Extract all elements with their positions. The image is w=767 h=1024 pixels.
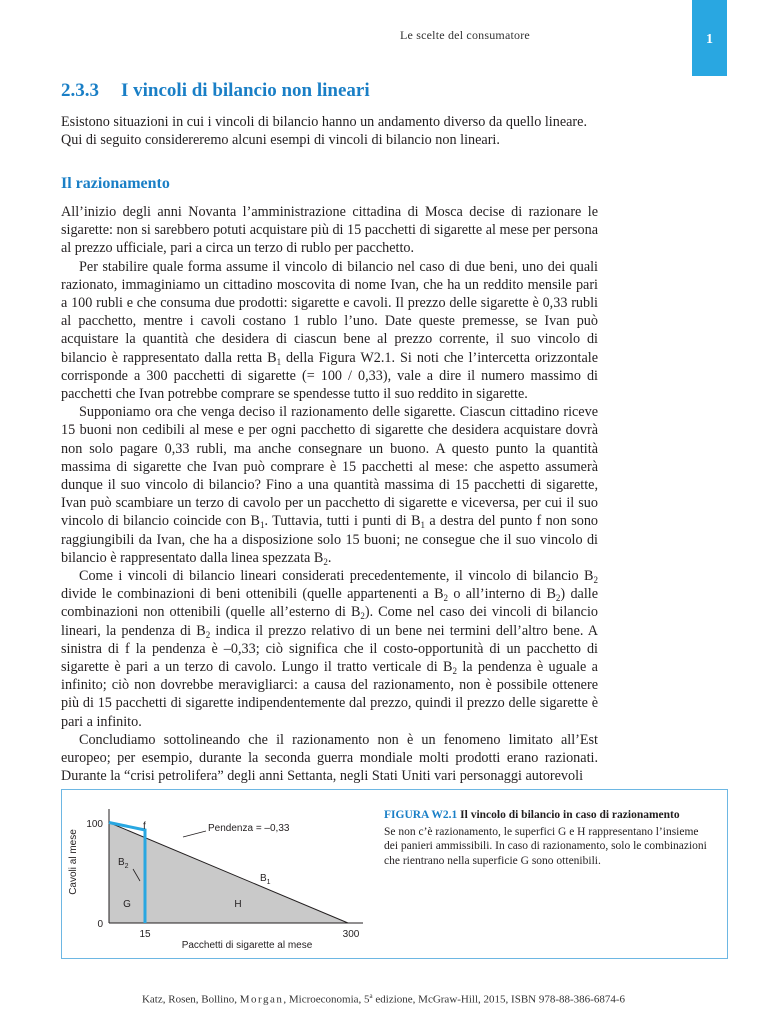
paragraph-5: Concludiamo sottolineando che il razionamento non è un fenomeno limitato all’Est europeo; per esempio, durante la seconda guerra mondiale molti prodotti erano razionati. Durante la “crisi petrolifera” degli anni Settanta, negli Stati Uniti vari personaggi autorevoli <box>61 731 598 785</box>
intro-paragraph: Esistono situazioni in cui i vincoli di bilancio hanno un andamento diverso da quello lineare. Qui di seguito considereremo alcuni esempi di vincoli di bilancio non lineari. <box>61 114 588 148</box>
footer-publisher: Morgan <box>239 993 284 1006</box>
section-title: I vincoli di bilancio non lineari <box>121 80 370 101</box>
paragraph-4: Come i vincoli di bilancio lineari considerati precedentemente, il vincolo di bilancio $B_2$ divide le combinazioni di beni ottenibili (quelle appartenenti a $B_2$ o all’interno di $B_2$) dalle combinazioni non ottenibili (quelle all’esterno di $B_2$). Come nel caso dei vincoli di bilancio lineari, la pendenza di $B_2$ indica il prezzo relativo di un bene nei termini dell’altro bene. A sinistra di f la pendenza è –0,33; ciò significa che il costo-opportunità di un pacchetto di sigarette è pari a un terzo di cavolo. Lungo il tratto verticale di $B_2$ la pendenza è uguale a infinito; ciò non dovrebbe meravigliarci: a causa del razionamento, non è possibile ottenere più di 15 pacchetti di sigarette indipendentemente dal prezzo, quindi il prezzo delle sigarette è pari a infinito. <box>61 568 599 730</box>
section-number: 2.3.3 <box>61 80 99 101</box>
paragraph-1: All’inizio degli anni Novanta l’amministrazione cittadina di Mosca decise di razionare le sigarette: non si sarebbero potuti acquistare più di 15 pacchetti di sigarette al mese per persona al prezzo ufficiale, pari a circa un terzo di rublo per pacchetto. <box>61 204 598 257</box>
figure-title: Il vincolo di bilancio in caso di razionamento <box>460 809 680 821</box>
region-h-label: H <box>234 899 242 910</box>
x-tick-15: 15 <box>139 929 151 940</box>
slope-pointer <box>183 831 206 837</box>
y-tick-100: 100 <box>86 819 103 830</box>
y-tick-0: 0 <box>97 919 103 930</box>
b2-label: $B_2$ <box>118 857 129 870</box>
subsection-heading: Il razionamento <box>61 175 170 192</box>
budget-constraint-chart <box>63 793 383 955</box>
x-axis-label: Pacchetti di sigarette al mese <box>181 940 313 951</box>
page-number-tab: 1 <box>692 0 727 76</box>
section-heading <box>61 80 370 102</box>
b1-label: $B_1$ <box>260 873 271 886</box>
slope-annotation: Pendenza = –0,33 <box>208 823 290 834</box>
footer-citation: Katz, Rosen, Bollino, Morgan, Microeconomia, 5$^a$ edizione, McGraw-Hill, 2015, ISBN 978-88-386-6874-6 <box>141 992 626 1006</box>
paragraph-2: Per stabilire quale forma assume il vincolo di bilancio nel caso di due beni, uno dei quali razionato, immaginiamo un cittadino moscovita di nome Ivan, che ha un reddito mensile pari a 100 rubli e che consuma due prodotti: sigarette e cavoli. Il prezzo delle sigarette è 0,33 rubli al pacchetto, mentre i cavoli costano 1 rublo l’uno. Date queste premesse, se Ivan può acquistare la quantità che desidera di ciascun bene al prezzo corrente, il suo vincolo di bilancio è rappresentato dalla retta $B_1$ della Figura W2.1. Si noti che l’intercetta orizzontale corrisponde a 300 pacchetti di sigarette (= 100 / 0,33), vale a dire il numero massimo di pacchetti che Ivan potrebbe comprare se spendesse tutto il suo reddito in sigarette. <box>61 258 598 403</box>
point-f-label: f <box>143 821 146 832</box>
figure-label: FIGURA W2.1 <box>384 809 458 821</box>
paragraph-3: Supponiamo ora che venga deciso il razionamento delle sigarette. Ciascun cittadino riceve 15 buoni non cedibili al mese e per ogni pacchetto di sigarette che desidera acquistare dovrà non solo pagare 0,33 rubli, ma anche consegnare un buono. A questo punto la quantità massima di sigarette che Ivan può comprare è 15 pacchetti al mese: che aspetto assumerà dunque il suo vincolo di bilancio? Fino a una quantità massima di 15 pacchetti di sigarette, Ivan può scambiare un terzo di cavolo per un pacchetto di sigarette e viceversa, per cui il suo vincolo di bilancio coincide con $B_1$. Tuttavia, tutti i punti di $B_1$ a destra del punto f non sono raggiungibili da Ivan, che ha a disposizione solo 15 buoni; ne consegue che il suo vincolo di bilancio è rappresentato dalla linea spezzata $B_2$. <box>61 404 599 567</box>
y-axis-label: Cavoli al mese <box>68 829 79 895</box>
running-header: Le scelte del consumatore <box>400 28 530 42</box>
body-text <box>61 203 598 786</box>
x-tick-300: 300 <box>342 929 360 940</box>
figure-text: Se non c’è razionamento, le superfici G e H rappresentano l’insieme dei panieri ammissibili. In caso di razionamento, solo le combinazioni che rientrano nella superficie G sono ottenibili. <box>384 825 707 867</box>
region-g-label: G <box>123 899 131 910</box>
figure-caption <box>384 808 714 868</box>
